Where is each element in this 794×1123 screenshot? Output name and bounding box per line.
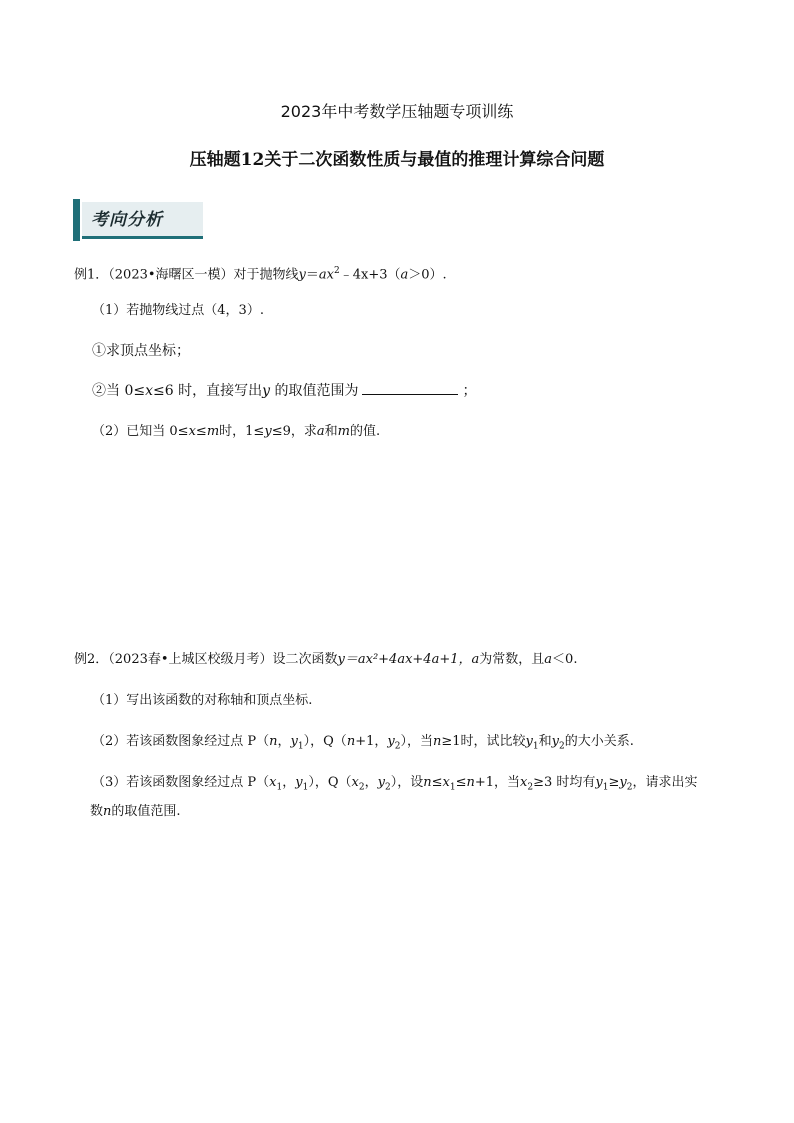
section-label: 考向分析: [91, 210, 163, 230]
example1-sub1: ①求顶点坐标；: [92, 343, 190, 359]
section-banner: [73, 199, 205, 241]
example2-prompt: 例2．（2023春•上城区校级月考）设二次函数y＝ax²+4ax+4a+1，a为常数，且a＜0.: [74, 652, 578, 667]
banner-accent-bar: [73, 199, 80, 241]
example1-prompt: 例1．（2023•海曙区一模）对于抛物线$y=ax^2﹣4x+3(a>0)$.: [74, 266, 447, 283]
page-title: 2023年中考数学压轴题专项训练: [280, 102, 514, 121]
example2-part3: （3）若该函数图象经过点 $P(x_1$，$y_1$），$Q(x_2$，$y_2$），设$n\le x_1\le n+1$，当$x_2\ge 3$ 时均有$y_1\ge y_2$，请求出实: [92, 775, 698, 793]
example1-part2: （2）已知当 0≤x≤m时，1≤y≤9，求a和m的值.: [92, 424, 381, 439]
example2-part3-continued: 数n的取值范围.: [90, 804, 181, 819]
example1-part1: （1）若抛物线过点（4，3）.: [92, 303, 264, 318]
page-subtitle: 压轴题12关于二次函数性质与最值的推理计算综合问题: [189, 150, 605, 170]
example2-part1: （1）写出该函数的对称轴和顶点坐标.: [92, 693, 313, 708]
example1-sub2: ②当 0≤x≤6 时，直接写出y 的取值范围为 ；: [92, 383, 477, 399]
answer-blank[interactable]: [362, 382, 458, 395]
example2-part2: （2）若该函数图象经过点 P（n，$y_1$），Q（n+1，$y_2$），当n≥1时，试比较$y_1$和$y_2$的大小关系.: [92, 734, 634, 752]
